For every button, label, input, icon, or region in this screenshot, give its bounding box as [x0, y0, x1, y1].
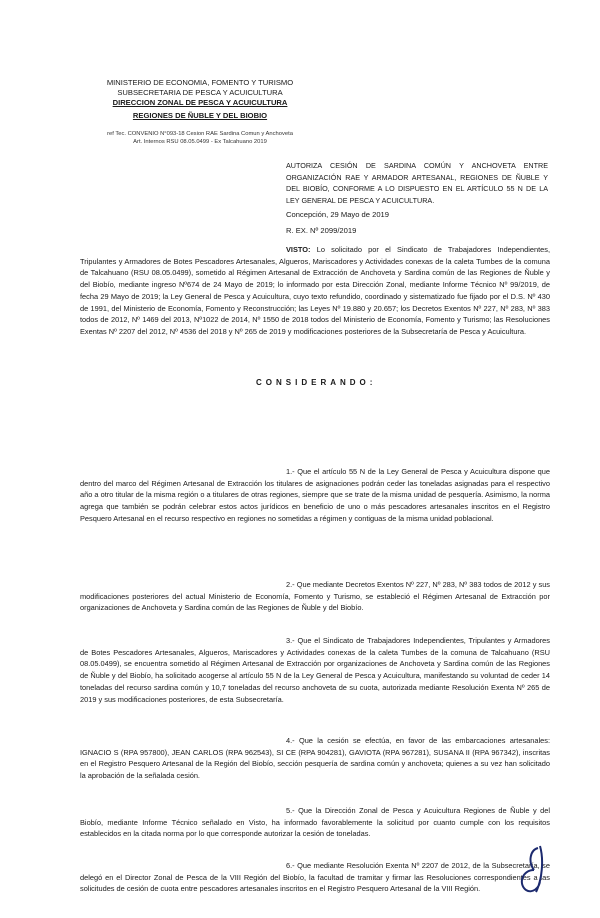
reference-line-2: Art. Internos RSU 08.05.0499 - Ex Talcahuano 2019	[133, 139, 267, 145]
zonal-direction-name: DIRECCION ZONAL DE PESCA Y ACUICULTURA	[112, 98, 288, 107]
undersecretariat-name: SUBSECRETARIA DE PESCA Y ACUICULTURA	[117, 88, 283, 97]
considerando-2	[80, 579, 550, 614]
visto-label: VISTO:	[286, 245, 311, 254]
considerando-6	[80, 860, 550, 895]
reference-line-1: ref Tec. CONVENIO N°093-18 Cesion RAE Sardina Comun y Anchoveta	[107, 131, 293, 137]
considerando-text: Que el artículo 55 N de la Ley General de Pesca y Acuicultura dispone que dentro del marco del Régimen Artesanal de Extracción los titulares de asignaciones podrán ceder las toneladas asignadas para el respectivo año a otro titular de la misma región o a titulares de otras regiones, siempre que se trate de la misma unidad de pesquería. Asimismo, la norma agrega que también se podrán celebrar estos actos jurídicos en beneficio de uno o más pescadores artesanales inscritos en el Registro Pesquero Artesanal en el recurso respectivo en regiones no sometidas a régimen y contiguas de la misma unidad poblacional.	[80, 467, 550, 523]
considerando-number: 1.-	[286, 467, 295, 476]
considerando-number: 6.-	[286, 861, 295, 870]
considerando-text: Que la Dirección Zonal de Pesca y Acuicultura Regiones de Ñuble y del Biobío, mediante Informe Técnico señalado en Visto, ha informado favorablemente la solicitud por cuanto cumple con los requisitos establecidos en la citada norma por lo que corresponde autorizar la cesión de toneladas.	[80, 806, 550, 839]
considerando-1	[80, 466, 550, 525]
regions-name: REGIONES DE ÑUBLE Y DEL BIOBIO	[132, 111, 268, 120]
considerando-5	[80, 805, 550, 840]
considerando-3	[80, 635, 550, 705]
considerando-4	[80, 735, 550, 782]
resolution-subject: AUTORIZA CESIÓN DE SARDINA COMÚN Y ANCHOVETA ENTRE ORGANIZACIÓN RAE Y ARMADOR ARTESANAL, REGIONES DE ÑUBLE Y DEL BIOBÍO, CONFORME A LO DISPUESTO EN EL ARTÍCULO 55 N DE LA LEY GENERAL DE PESCA Y ACUICULTURA.	[286, 161, 548, 205]
considerando-text: Que la cesión se efectúa, en favor de las embarcaciones artesanales: IGNACIO S (RPA 957800), JEAN CARLOS (RPA 962543), SI CE (RPA 904281), GAVIOTA (RPA 967281), SUSANA II (RPA 967342), inscritas en el Registro Pesquero Artesanal de la Región del Biobío, sección pesquería de sardina común y anchoveta; quienes a su vez han solicitado la aprobación de la señalada cesión.	[80, 736, 551, 781]
reference-note	[80, 130, 320, 146]
letterhead	[80, 78, 320, 121]
considerando-title: CONSIDERANDO:	[256, 378, 377, 387]
signature-initials	[500, 840, 560, 900]
place-date: Concepción, 29 Mayo de 2019	[286, 210, 390, 219]
considerando-text: Que mediante Decretos Exentos Nº 227, Nº 283, Nº 383 todos de 2012 y sus modificaciones posteriores del actual Ministerio de Economía, Fomento y Turismo, se estableció el Régimen Artesanal de Extracción por organizaciones de Anchoveta y Sardina común de las Regiones de Ñuble y del Biobío.	[80, 580, 550, 613]
visto-section	[80, 244, 550, 338]
resolution-number: R. EX. Nº 2099/2019	[286, 226, 357, 235]
considerando-text: Que mediante Resolución Exenta Nº 2207 de 2012, de la Subsecretaría, se delegó en el Director Zonal de Pesca de la VIII Región del Biobío, la facultad de tramitar y firmar las Resoluciones correspondientes a las solicitudes de cesión de cuota entre pescadores artesanales inscritos en el Registro Pesquero Artesanal de la VIII Región.	[80, 861, 550, 894]
considerando-text: Que el Sindicato de Trabajadores Independientes, Tripulantes y Armadores de Botes Pescadores Artesanales, Algueros, Mariscadores y Actividades conexas de la caleta Tumbes de la comuna de Talcahuano (RSU 08.05.0499), se encuentra sometido al Régimen Artesanal de Extracción por organizaciones de Anchoveta y Sardina común de las Regiones de Ñuble y del Biobío, ha solicitado acogerse al artículo 55 N de la Ley General de Pesca y Acuicultura, manifestando su voluntad de ceder 14 toneladas del recurso sardina común y 10,7 toneladas del recurso anchoveta de su cuota, autorizada mediante Resolución Exenta Nº 265 de 2019 y sus modificaciones posteriores, de esta Subsecretaría.	[80, 636, 550, 704]
considerando-number: 5.-	[286, 806, 295, 815]
visto-text: Lo solicitado por el Sindicato de Trabajadores Independientes, Tripulantes y Armadores de Botes Pescadores Artesanales, Algueros, Mariscadores y Actividades conexas de la caleta Tumbes de la comuna de Talcahuano (RSU 08.05.0499), sometido al Régimen Artesanal de Extracción de Anchoveta y Sardina común de las Regiones de Ñuble y del Biobío, mediante ingreso Nº674 de 24 Mayo de 2019; lo informado por esta Dirección Zonal, mediante Informe Técnico Nº 99/2019, de fecha 29 Mayo de 2019; la Ley General de Pesca y Acuicultura, cuyo texto refundido, coordinado y sistematizado fue fijado por el D.S. Nº 430 de 1991, del Ministerio de Economía, Fomento y Reconstrucción; las Leyes Nº 19.880 y 20.657; los Decretos Exentos Nº 227, Nº 283, Nº 383 todos de 2012, Nº 1469 del 2013, Nº1022 de 2014, Nº 1550 de 2018 todos del Ministerio de Economía, Fomento y Turismo; las Resoluciones Exentas Nº 2207 del 2012, Nº 4536 del 2018 y Nº 265 de 2019 y modificaciones posteriores de la Subsecretaría de Pesca y Acuicultura.	[80, 245, 551, 336]
ministry-name: MINISTERIO DE ECONOMIA, FOMENTO Y TURISMO	[106, 78, 294, 87]
considerando-number: 2.-	[286, 580, 295, 589]
considerando-number: 4.-	[286, 736, 295, 745]
considerando-number: 3.-	[286, 636, 295, 645]
